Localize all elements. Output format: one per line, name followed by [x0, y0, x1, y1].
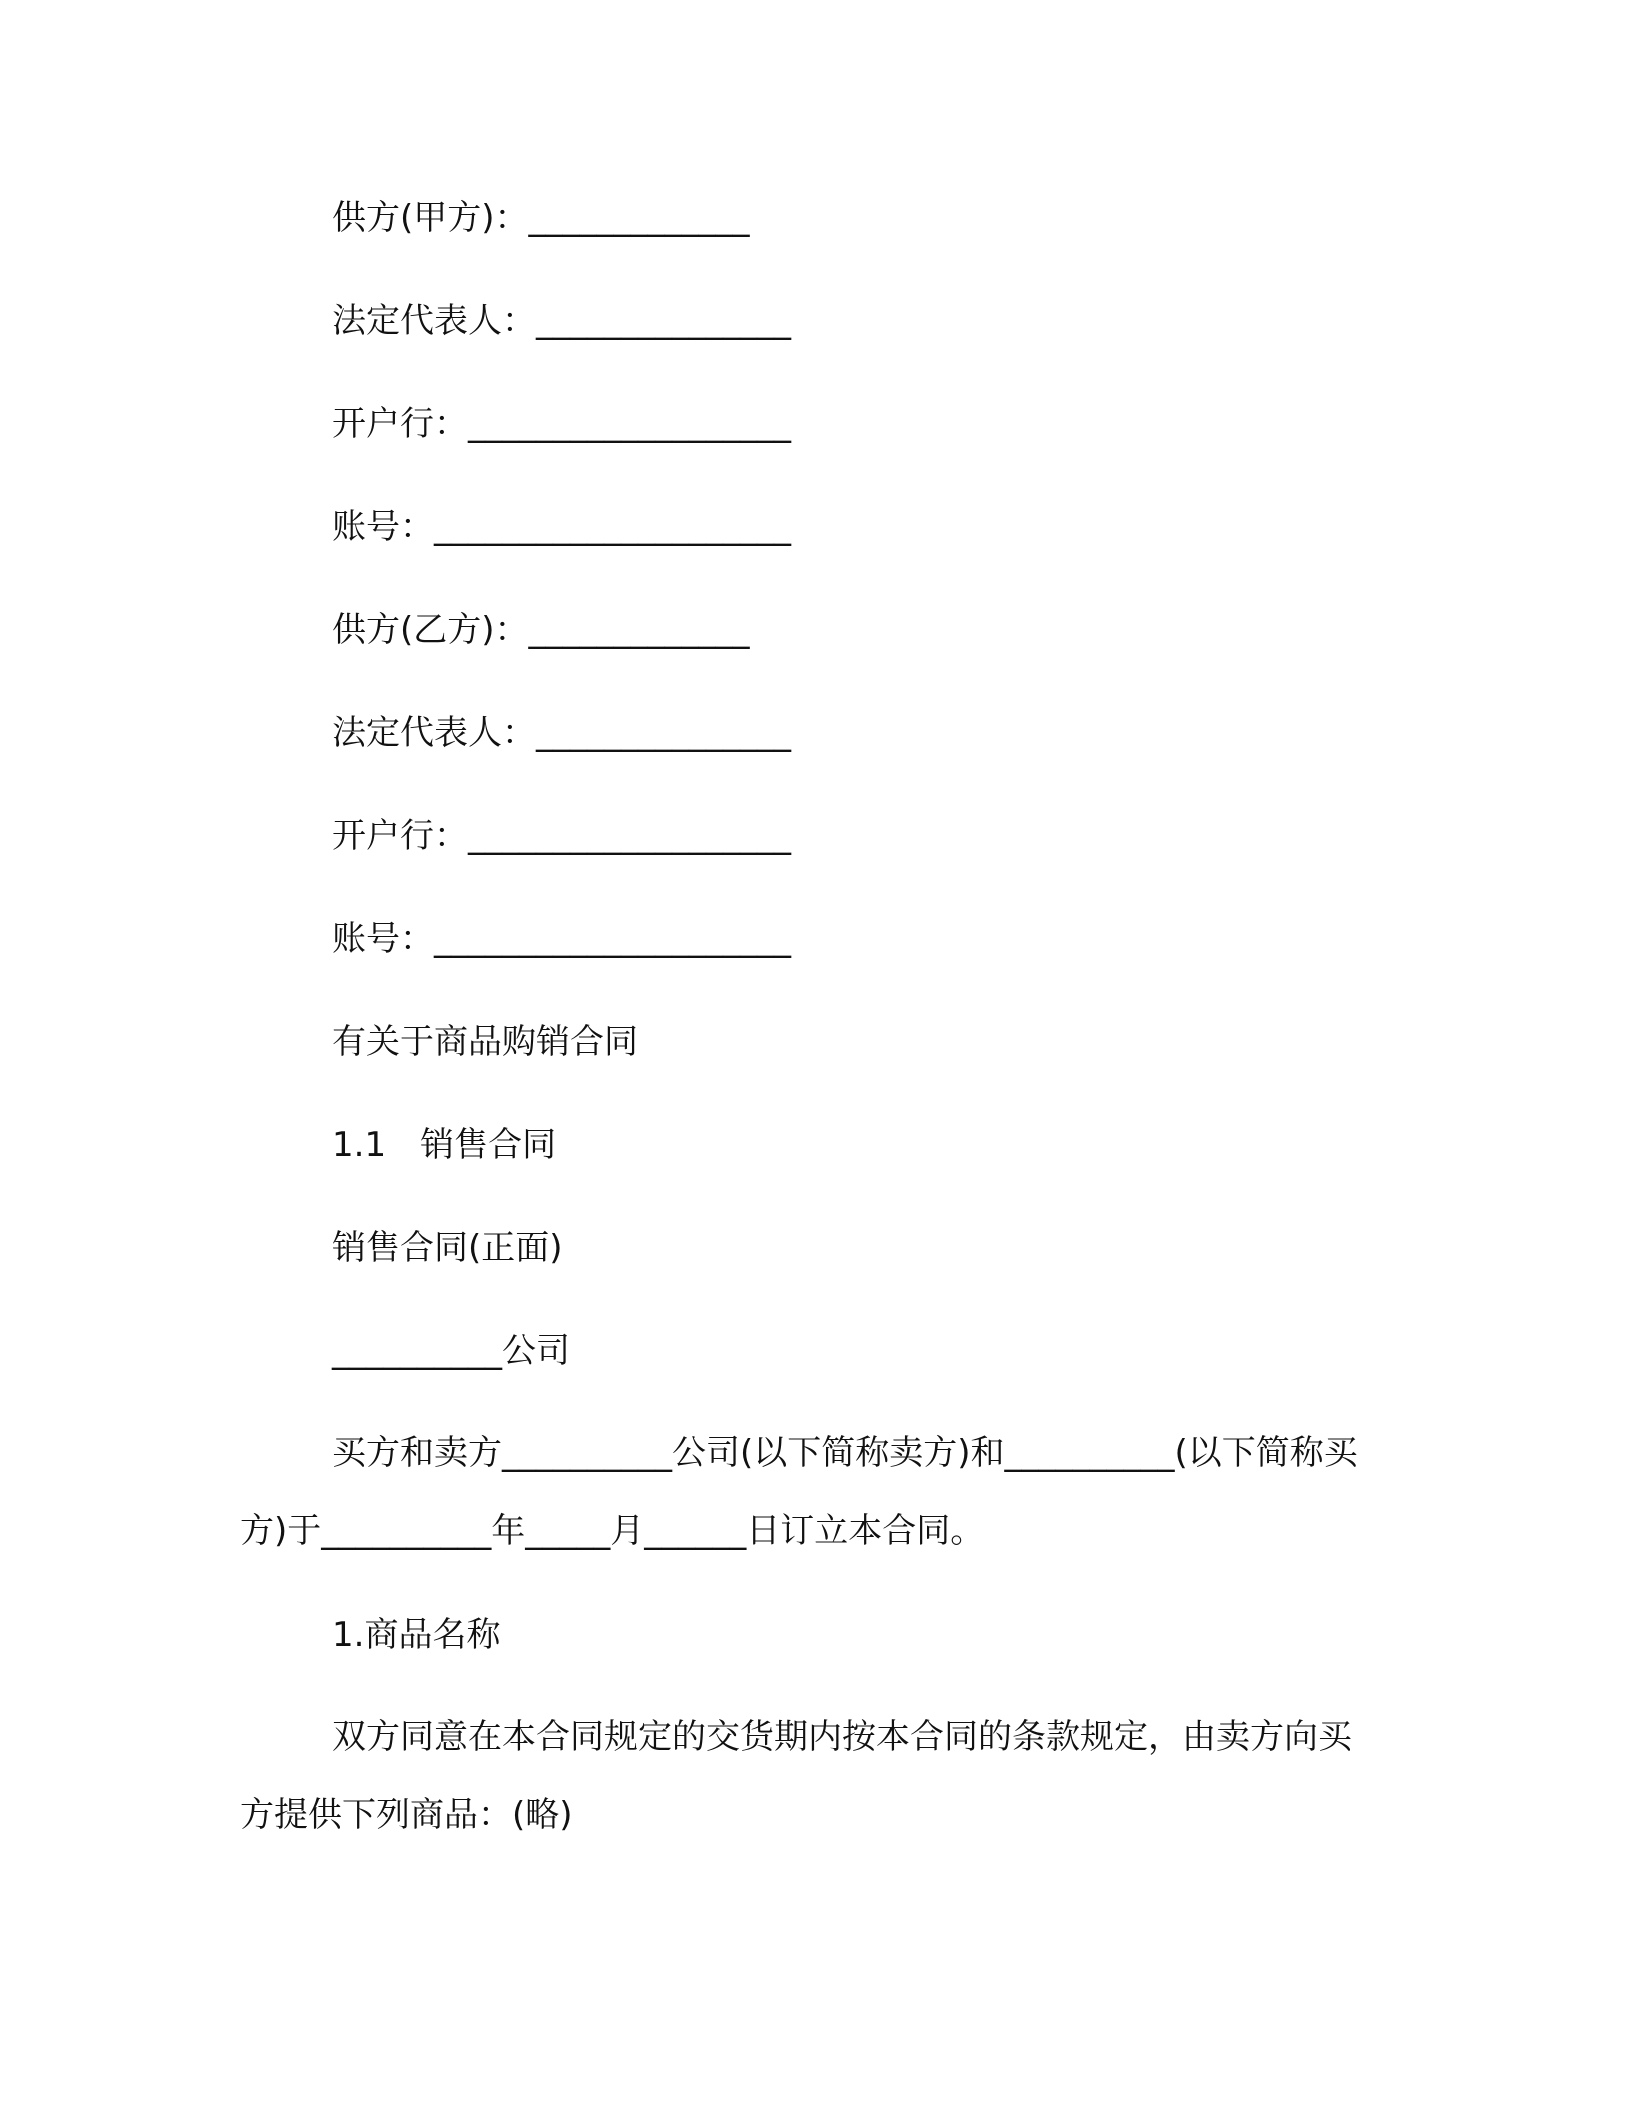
contract-title: 有关于商品购销合同 — [332, 1022, 638, 1062]
party-b-supplier-field: 供方(乙方)：_____________ — [332, 610, 750, 650]
contract-subtitle: 销售合同(正面) — [332, 1228, 563, 1268]
item-1-body: 双方同意在本合同规定的交货期内按本合同的条款规定，由卖方向买方提供下列商品：(略) — [240, 1717, 1352, 1835]
party-a-supplier-field: 供方(甲方)：_____________ — [332, 198, 750, 238]
party-b-legal-rep-field: 法定代表人：_______________ — [332, 713, 791, 753]
company-line: __________公司 — [332, 1331, 570, 1371]
item-1-heading: 1.商品名称 — [332, 1615, 501, 1655]
party-a-legal-rep-field: 法定代表人：_______________ — [332, 301, 791, 341]
party-a-account-field: 账号：_____________________ — [332, 507, 791, 547]
party-b-bank-field: 开户行：___________________ — [332, 816, 791, 856]
party-a-bank-field: 开户行：___________________ — [332, 404, 791, 444]
intro-paragraph: 买方和卖方__________公司(以下简称卖方)和__________(以下简称买方)于__________年_____月______日订立本合同。 — [240, 1433, 1358, 1551]
party-b-account-field: 账号：_____________________ — [332, 919, 791, 959]
section-heading-1-1: 1.1 销售合同 — [332, 1125, 557, 1165]
